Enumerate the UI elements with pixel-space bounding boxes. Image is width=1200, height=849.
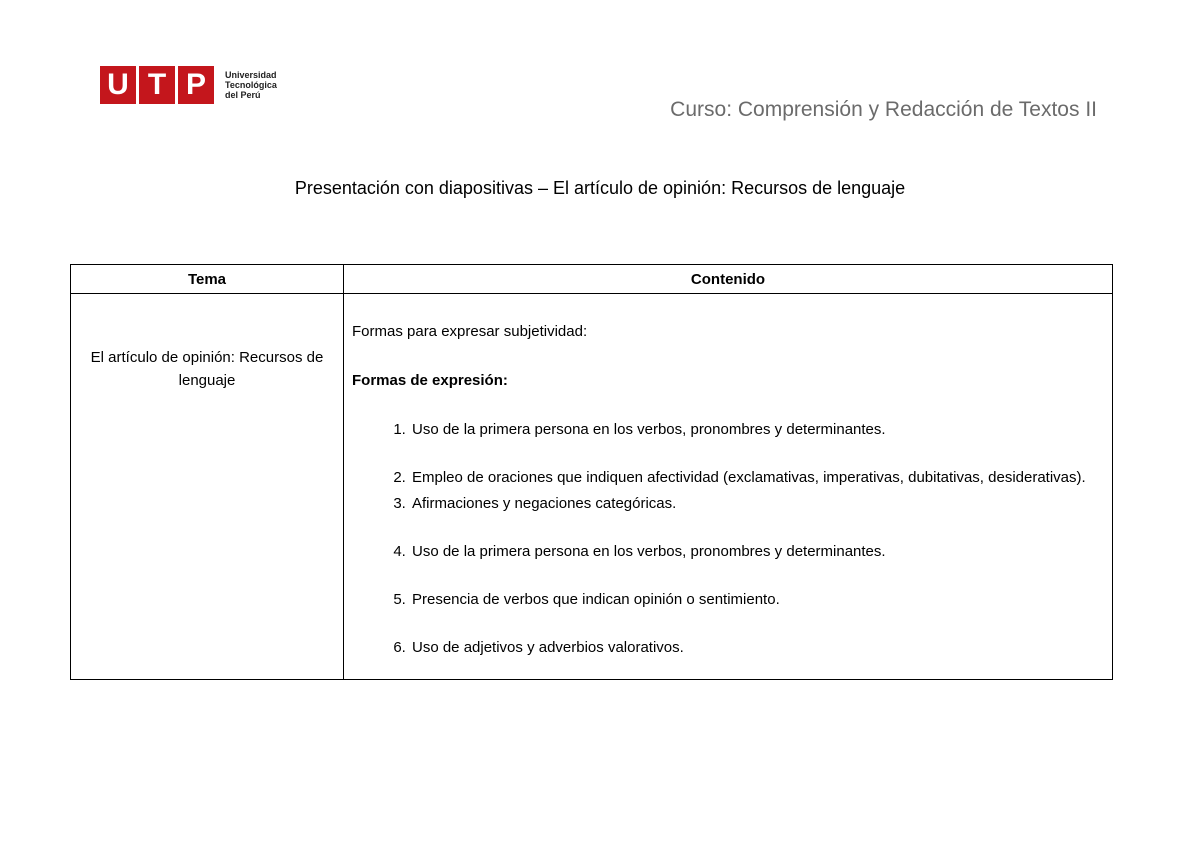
- forms-list: [352, 419, 1104, 659]
- contenido-cell: [344, 294, 1113, 680]
- utp-logo: [100, 66, 277, 104]
- intro-text: Formas para expresar subjetividad:: [352, 323, 588, 340]
- list-item: 4. Uso de la primera persona en los verbos, pronombres y determinantes.: [410, 541, 1104, 563]
- logo-letter-u: U: [100, 66, 136, 104]
- logo-line-3: del Perú: [225, 90, 261, 100]
- list-item: 5. Presencia de verbos que indican opinión o sentimiento.: [410, 589, 1104, 611]
- document-title: Presentación con diapositivas – El artículo de opinión: Recursos de lenguaje: [294, 178, 906, 198]
- course-title: Curso: Comprensión y Redacción de Textos II: [670, 98, 1097, 121]
- list-item: 1. Uso de la primera persona en los verbos, pronombres y determinantes.: [410, 419, 1104, 441]
- logo-line-2: Tecnológica: [225, 80, 277, 90]
- logo-line-1: Universidad: [225, 70, 277, 80]
- header-contenido: Contenido: [344, 265, 1113, 294]
- list-item: 3. Afirmaciones y negaciones categóricas.: [410, 493, 1104, 515]
- logo-letter-p: P: [178, 66, 214, 104]
- header-tema: Tema: [71, 265, 344, 294]
- tema-cell: El artículo de opinión: Recursos de lenguaje: [71, 294, 344, 680]
- table-row: [71, 294, 1113, 680]
- logo-letter-t: T: [139, 66, 175, 104]
- logo-wordmark: [225, 70, 277, 100]
- list-item: 2. Empleo de oraciones que indiquen afectividad (exclamativas, imperativas, dubitativas, desiderativas).: [410, 467, 1104, 489]
- list-item: 6. Uso de adjetivos y adverbios valorativos.: [410, 637, 1104, 659]
- content-table: [70, 264, 1113, 680]
- table-header-row: [71, 265, 1113, 294]
- subheading-text: Formas de expresión:: [352, 372, 508, 389]
